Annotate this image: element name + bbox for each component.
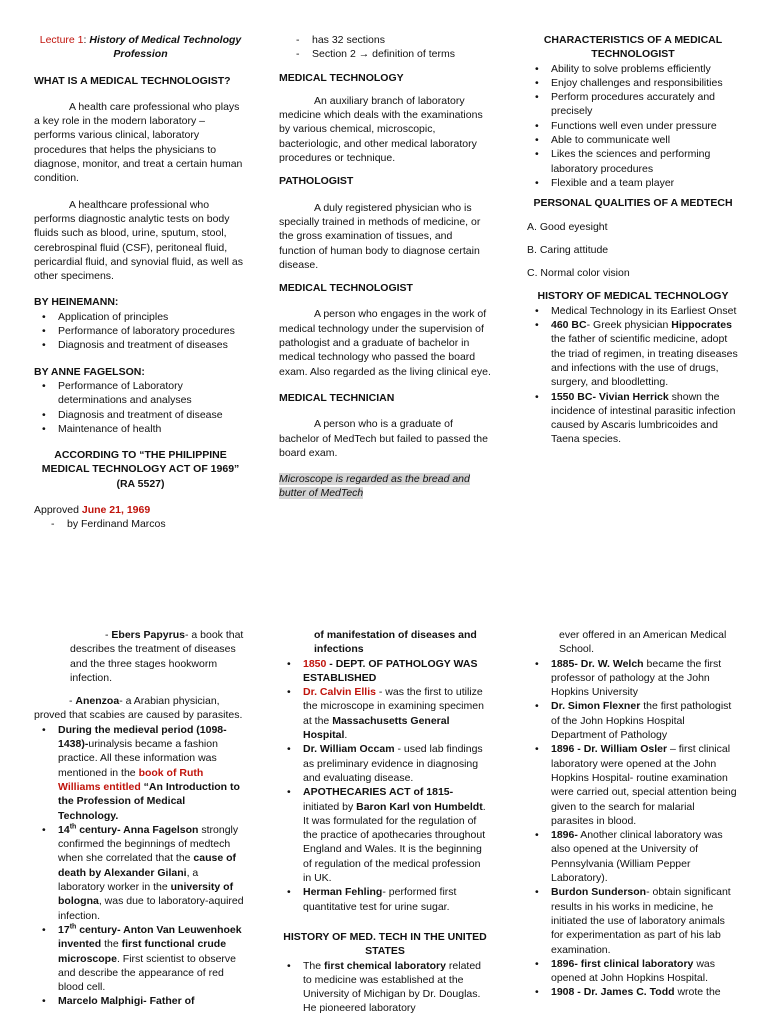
text: . First scientist to observe and describe the appearance of red blood cell. bbox=[58, 952, 236, 994]
characteristics-list bbox=[527, 62, 739, 191]
list-item: • Maintenance of health bbox=[34, 422, 247, 436]
ra-notes-list bbox=[279, 33, 491, 62]
dash: - bbox=[105, 629, 112, 641]
list-item bbox=[34, 994, 247, 1008]
page-2 bbox=[0, 588, 768, 1024]
list-item: • Medical Technology in its Earliest Onset bbox=[527, 304, 739, 318]
text: initiated by bbox=[303, 800, 357, 813]
text: APOTHECARIES ACT of 1815- bbox=[303, 786, 454, 799]
heinemann-list bbox=[34, 310, 247, 353]
text: - bbox=[592, 390, 599, 403]
list-item bbox=[279, 685, 491, 742]
text: 1908 - Dr. James C. Todd bbox=[551, 986, 675, 999]
list-item: • Enjoy challenges and responsibilities bbox=[527, 76, 739, 90]
text: th bbox=[69, 823, 77, 831]
page1-column-1 bbox=[34, 33, 247, 532]
text: related to medicine was established at the University of Michigan by Dr. Douglas. He pioneered laboratory bbox=[303, 959, 482, 1015]
text: the bbox=[101, 938, 122, 951]
person-name: Hippocrates bbox=[671, 319, 732, 332]
anenzoa-name: Anenzoa bbox=[75, 695, 120, 708]
list-item: • Functions well even under pressure bbox=[527, 119, 739, 133]
text: 1885- Dr. W. Welch bbox=[551, 657, 644, 670]
list-item: - by Ferdinand Marcos bbox=[34, 517, 247, 531]
text: the first pathologist of the John Hopkins Hospital Department of Pathology bbox=[551, 700, 732, 742]
anenzoa-paragraph bbox=[34, 694, 247, 723]
text: 1896 - Dr. William Osler bbox=[551, 743, 668, 756]
heading-what-is-medtech: WHAT IS A MEDICAL TECHNOLOGIST? bbox=[34, 74, 231, 87]
list-item: • Ability to solve problems efficiently bbox=[527, 62, 739, 76]
page1-column-3 bbox=[527, 33, 739, 447]
year: 1550 BC bbox=[551, 390, 593, 403]
person-name: Vivian Herrick bbox=[598, 390, 669, 403]
lecture-label: Lecture 1 bbox=[39, 34, 84, 46]
text: - Greek physician bbox=[586, 319, 672, 332]
list-item: • Diagnosis and treatment of disease bbox=[34, 408, 247, 422]
highlighted-note: Microscope is regarded as the bread and butter of MedTech bbox=[279, 473, 470, 500]
quality-item: A. Good eyesight bbox=[527, 220, 608, 233]
page2-column-3 bbox=[527, 628, 739, 1000]
approved-line bbox=[34, 503, 247, 517]
text: first chemical laboratory bbox=[324, 959, 446, 972]
text: , a laboratory worker in the bbox=[58, 866, 199, 894]
list-item bbox=[527, 699, 739, 742]
list-item bbox=[527, 885, 739, 956]
text: - used lab findings as preliminary evidence in diagnosing and evaluating disease. bbox=[303, 743, 483, 784]
text: . It was formulated for the regulation of the practice of apothecaries throughout England and Wales. It is the beginning of regulation of the medical profession in UK. bbox=[303, 800, 486, 885]
year: 1850 bbox=[303, 657, 327, 670]
text: Dr. Simon Flexner bbox=[551, 700, 641, 713]
heading-medical-technician: MEDICAL TECHNICIAN bbox=[279, 391, 395, 404]
list-item: • Perform procedures accurately and precisely bbox=[527, 90, 739, 119]
person-name: Dr. William Occam bbox=[303, 743, 395, 756]
anenzoa-text: - a Arabian physician, proved that scabies are caused by parasites. bbox=[34, 695, 243, 722]
page2-column-2 bbox=[279, 628, 491, 1016]
text: . bbox=[344, 729, 348, 742]
quality-item: B. Caring attitude bbox=[527, 243, 609, 256]
history-list bbox=[527, 304, 739, 447]
page1-column-2 bbox=[279, 33, 491, 501]
lecture-title-line bbox=[34, 33, 247, 62]
dash: - bbox=[69, 695, 76, 708]
heading-heinemann: BY HEINEMANN: bbox=[34, 296, 119, 309]
microscope-note bbox=[279, 472, 491, 501]
list-item bbox=[279, 657, 491, 686]
text: cause of death by Alexander Gilani bbox=[58, 852, 237, 879]
text: 1896- bbox=[551, 829, 578, 842]
list-item bbox=[279, 785, 491, 885]
list-item: • Flexible and a team player bbox=[527, 176, 739, 190]
text: Baron Karl von Humbeldt bbox=[356, 800, 483, 813]
list-item: • Performance of Laboratory determinations and analyses bbox=[34, 379, 247, 408]
list-item bbox=[34, 823, 247, 923]
definition-2: A healthcare professional who performs diagnostic analytic tests on body fluids such as blood, urine, sputum, stool, cerebrospinal fluid (CSF), peritoneal fluid, pericardial fluid, and synovial fluid, as well as other specimens. bbox=[34, 198, 243, 283]
heading-medical-technologist: MEDICAL TECHNOLOGIST bbox=[279, 282, 413, 295]
approved-label: Approved bbox=[34, 504, 82, 517]
lecture-title: History of Medical Technology Profession bbox=[89, 34, 242, 61]
medical-technologist-definition: A person who engages in the work of medical technology under the supervision of pathologist and a graduate of bachelor in medical technology who passed the board exam. Also regarded as the living clinical eye. bbox=[279, 308, 491, 378]
list-item: • Diagnosis and treatment of diseases bbox=[34, 338, 247, 352]
list-item: • Performance of laboratory procedures bbox=[34, 324, 247, 338]
list-item: - Section 2 → definition of terms bbox=[279, 47, 491, 61]
pathologist-definition: A duly registered physician who is specially trained in methods of medicine, or the gross examination of tissues, and function of human body to diagnose certain disease. bbox=[279, 201, 481, 271]
list-item bbox=[527, 390, 739, 447]
text: the father of scientific medicine, adopt the triad of regimen, in treating diseases and infections with the use of drugs, surgery, and bloodletting. bbox=[551, 333, 738, 389]
list-item bbox=[527, 318, 739, 389]
text: urinalysis became a fashion practice. All these information was mentioned in the bbox=[58, 738, 218, 779]
text: became the first professor of pathology at the John Hopkins University bbox=[551, 657, 722, 699]
history-list-2 bbox=[34, 723, 247, 1009]
heading-history: HISTORY OF MEDICAL TECHNOLOGY bbox=[537, 290, 729, 303]
page2-column-1 bbox=[34, 628, 247, 1009]
text: century- Anna Fagelson bbox=[76, 823, 199, 836]
approved-by-list bbox=[34, 517, 247, 531]
heading-us-history: HISTORY OF MED. TECH IN THE UNITED STATES bbox=[283, 930, 487, 958]
text: first functional crude microscope bbox=[58, 938, 227, 965]
person-name: Herman Fehling bbox=[303, 886, 383, 899]
ebers-text: - a book that describes the treatment of diseases and the three stages hookworm infection. bbox=[70, 629, 244, 684]
heading-pathologist: PATHOLOGIST bbox=[279, 175, 354, 188]
lecture-colon: : bbox=[83, 34, 90, 46]
us-history-list-2 bbox=[527, 657, 739, 1000]
text: Burdon Sunderson bbox=[551, 886, 647, 899]
heading-philippine-act: ACCORDING TO “THE PHILIPPINE MEDICAL TECHNOLOGY ACT OF 1969” (RA 5527) bbox=[41, 449, 240, 490]
continued-text: ever offered in an American Medical School. bbox=[559, 629, 727, 656]
approved-date: June 21, 1969 bbox=[81, 504, 151, 517]
heading-medical-technology: MEDICAL TECHNOLOGY bbox=[279, 71, 404, 84]
text: university of bologna bbox=[58, 881, 234, 908]
text: strongly confirmed the beginnings of medtech when she correlated that the bbox=[58, 823, 239, 865]
list-item bbox=[279, 742, 491, 785]
list-item bbox=[279, 959, 491, 1016]
year: 460 BC bbox=[551, 319, 587, 332]
heading-personal-qualities: PERSONAL QUALITIES OF A MEDTECH bbox=[533, 197, 733, 210]
text: 1896- first clinical laboratory bbox=[551, 957, 694, 970]
list-item: • Likes the sciences and performing laboratory procedures bbox=[527, 147, 739, 176]
medical-technology-definition: An auxiliary branch of laboratory medicine which deals with the examinations by various chemical, microscopic, bacteriologic, and other medical laboratory procedures or technique. bbox=[279, 94, 483, 165]
text: - obtain significant results in his works in medicine, he initiated the use of laboratory animals for experimentation as part of his lab examination. bbox=[551, 886, 731, 956]
quality-item: C. Normal color vision bbox=[527, 267, 630, 280]
medical-technician-definition: A person who is a graduate of bachelor of MedTech but failed to passed the board exam. bbox=[279, 418, 488, 459]
text: 14 bbox=[58, 823, 70, 836]
text: Massachusetts General Hospital bbox=[303, 714, 450, 742]
list-item: • Application of principles bbox=[34, 310, 247, 324]
list-item: - has 32 sections bbox=[279, 33, 491, 47]
ebers-paragraph bbox=[34, 628, 247, 685]
list-item bbox=[527, 742, 739, 828]
text: shown the incidence of intestinal parasitic infection caused by Ascaris lumbricoides and Taena species. bbox=[551, 390, 736, 446]
text: book of Ruth Williams entitled bbox=[58, 766, 204, 793]
continued-heading: of manifestation of diseases and infections bbox=[314, 629, 477, 656]
definition-1: A health care professional who plays a key role in the modern laboratory – performs various clinical, laboratory procedures that helps the physicians to diagnose, monitor, and treat a certain human condition. bbox=[34, 100, 243, 185]
heading-characteristics: CHARACTERISTICS OF A MEDICAL TECHNOLOGIST bbox=[543, 34, 723, 61]
list-item bbox=[527, 985, 739, 999]
fagelson-list bbox=[34, 379, 247, 436]
text: was opened at John Hopkins Hospital. bbox=[551, 957, 715, 985]
text: - was the first to utilize the microscope in examining specimen at the bbox=[303, 686, 484, 727]
list-item bbox=[527, 957, 739, 986]
text: Marcelo Malphigi- Father of bbox=[58, 995, 195, 1008]
text: , was due to laboratory-aquired infection. bbox=[58, 895, 244, 922]
text: Another clinical laboratory was also opened at the University of Pennsylvania (William Pepper Laboratory). bbox=[551, 829, 723, 885]
text: - DEPT. OF PATHOLOGY WAS ESTABLISHED bbox=[303, 657, 478, 684]
list-item bbox=[527, 828, 739, 885]
us-history-list bbox=[279, 959, 491, 1016]
text: The bbox=[303, 959, 325, 972]
text: 17 bbox=[58, 923, 70, 936]
text: th bbox=[69, 923, 77, 931]
text: “An Introduction to the Profession of Medical Technology. bbox=[58, 780, 240, 822]
text: century- Anton Van Leuwenhoek invented bbox=[58, 923, 242, 951]
text: wrote the bbox=[674, 986, 721, 999]
heading-fagelson: BY ANNE FAGELSON: bbox=[34, 365, 145, 378]
ebers-name: Ebers Papyrus bbox=[111, 629, 185, 641]
list-item bbox=[527, 657, 739, 700]
history-list-3 bbox=[279, 657, 491, 914]
list-item bbox=[34, 723, 247, 823]
list-item bbox=[279, 885, 491, 914]
list-item: • Able to communicate well bbox=[527, 133, 739, 147]
text: During the medieval period (1098-1438)- bbox=[58, 723, 227, 751]
list-item bbox=[34, 923, 247, 994]
text: – first clinical laboratory were opened at the John Hopkins Hospital- routine examination were carried out, special attention being given to the search for malarial parasites in blood. bbox=[551, 743, 737, 827]
text: - performed first quantitative test for urine sugar. bbox=[303, 886, 457, 913]
person-name: Dr. Calvin Ellis bbox=[303, 686, 376, 699]
